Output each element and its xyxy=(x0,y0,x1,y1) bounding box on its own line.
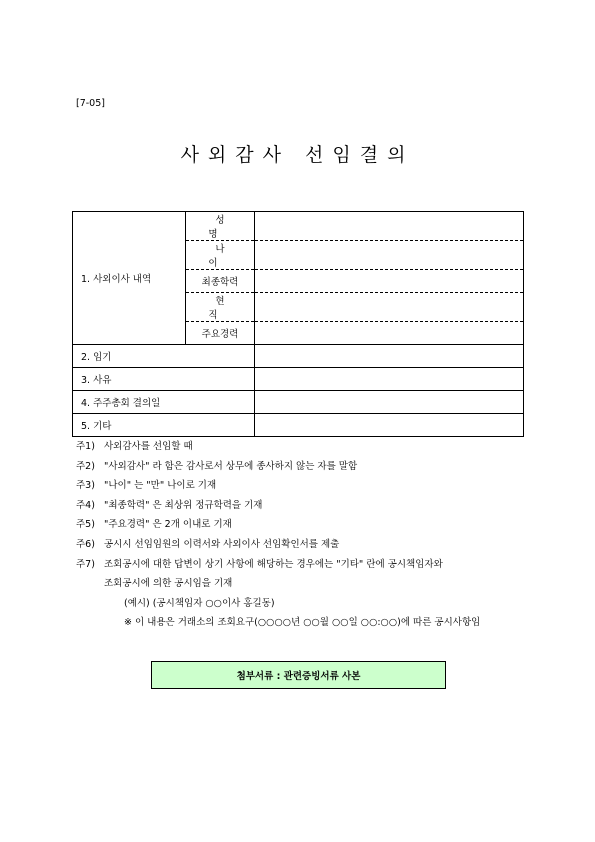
other-label: 5. 기타 xyxy=(73,414,255,437)
note7-example: (예시) (공시책임자 ○○이사 홍길동) xyxy=(124,597,275,609)
note-item: 주2) "사외감사" 라 함은 감사로서 상무에 종사하지 않는 자를 말함 xyxy=(76,460,358,472)
name-value[interactable] xyxy=(255,212,524,241)
reason-value[interactable] xyxy=(255,368,524,391)
note-item: 주1) 사외감사를 선임할 때 xyxy=(76,441,193,452)
meeting-date-label: 4. 주주총회 결의일 xyxy=(73,391,255,414)
note-item: 주7) 조회공시에 대한 답변이 상기 사항에 해당하는 경우에는 "기타" 란에 공시책임자와 xyxy=(76,558,443,570)
notes-section xyxy=(76,437,480,633)
note-item: 주6) 공시시 선임임원의 이력서와 사외이사 선임확인서를 제출 xyxy=(76,538,340,550)
term-value[interactable] xyxy=(255,345,524,368)
age-value[interactable] xyxy=(255,241,524,270)
career-label: 주요경력 xyxy=(186,322,255,345)
appointment-table xyxy=(72,211,524,437)
name-label: 성 명 xyxy=(186,212,255,241)
reason-label: 3. 사유 xyxy=(73,368,255,391)
current-position-value[interactable] xyxy=(255,293,524,322)
note-item: 주3) "나이" 는 "만" 나이로 기재 xyxy=(76,480,217,492)
note-item: 주4) "최종학력" 은 최상위 정규학력을 기재 xyxy=(76,499,263,511)
meeting-date-value[interactable] xyxy=(255,391,524,414)
attachment-box: 첨부서류 : 관련증빙서류 사본 xyxy=(151,661,446,689)
current-position-label: 현 직 xyxy=(186,293,255,322)
page-title: 사외감사 선임결의 xyxy=(180,144,415,166)
outside-director-label: 1. 사외이사 내역 xyxy=(73,212,186,345)
note7-continuation: 조회공시에 의한 공시임을 기재 xyxy=(104,578,233,590)
career-value[interactable] xyxy=(255,322,524,345)
education-value[interactable] xyxy=(255,270,524,293)
other-value[interactable] xyxy=(255,414,524,437)
education-label: 최종학력 xyxy=(186,270,255,293)
note7-remark: ※ 이 내용은 거래소의 조회요구(○○○○년 ○○월 ○○일 ○○:○○)에 따른 공시사항임 xyxy=(124,617,481,629)
term-label: 2. 임기 xyxy=(73,345,255,368)
document-code: [7-05] xyxy=(76,98,105,109)
note-item: 주5) "주요경력" 은 2개 이내로 기재 xyxy=(76,519,232,531)
age-label: 나 이 xyxy=(186,241,255,270)
